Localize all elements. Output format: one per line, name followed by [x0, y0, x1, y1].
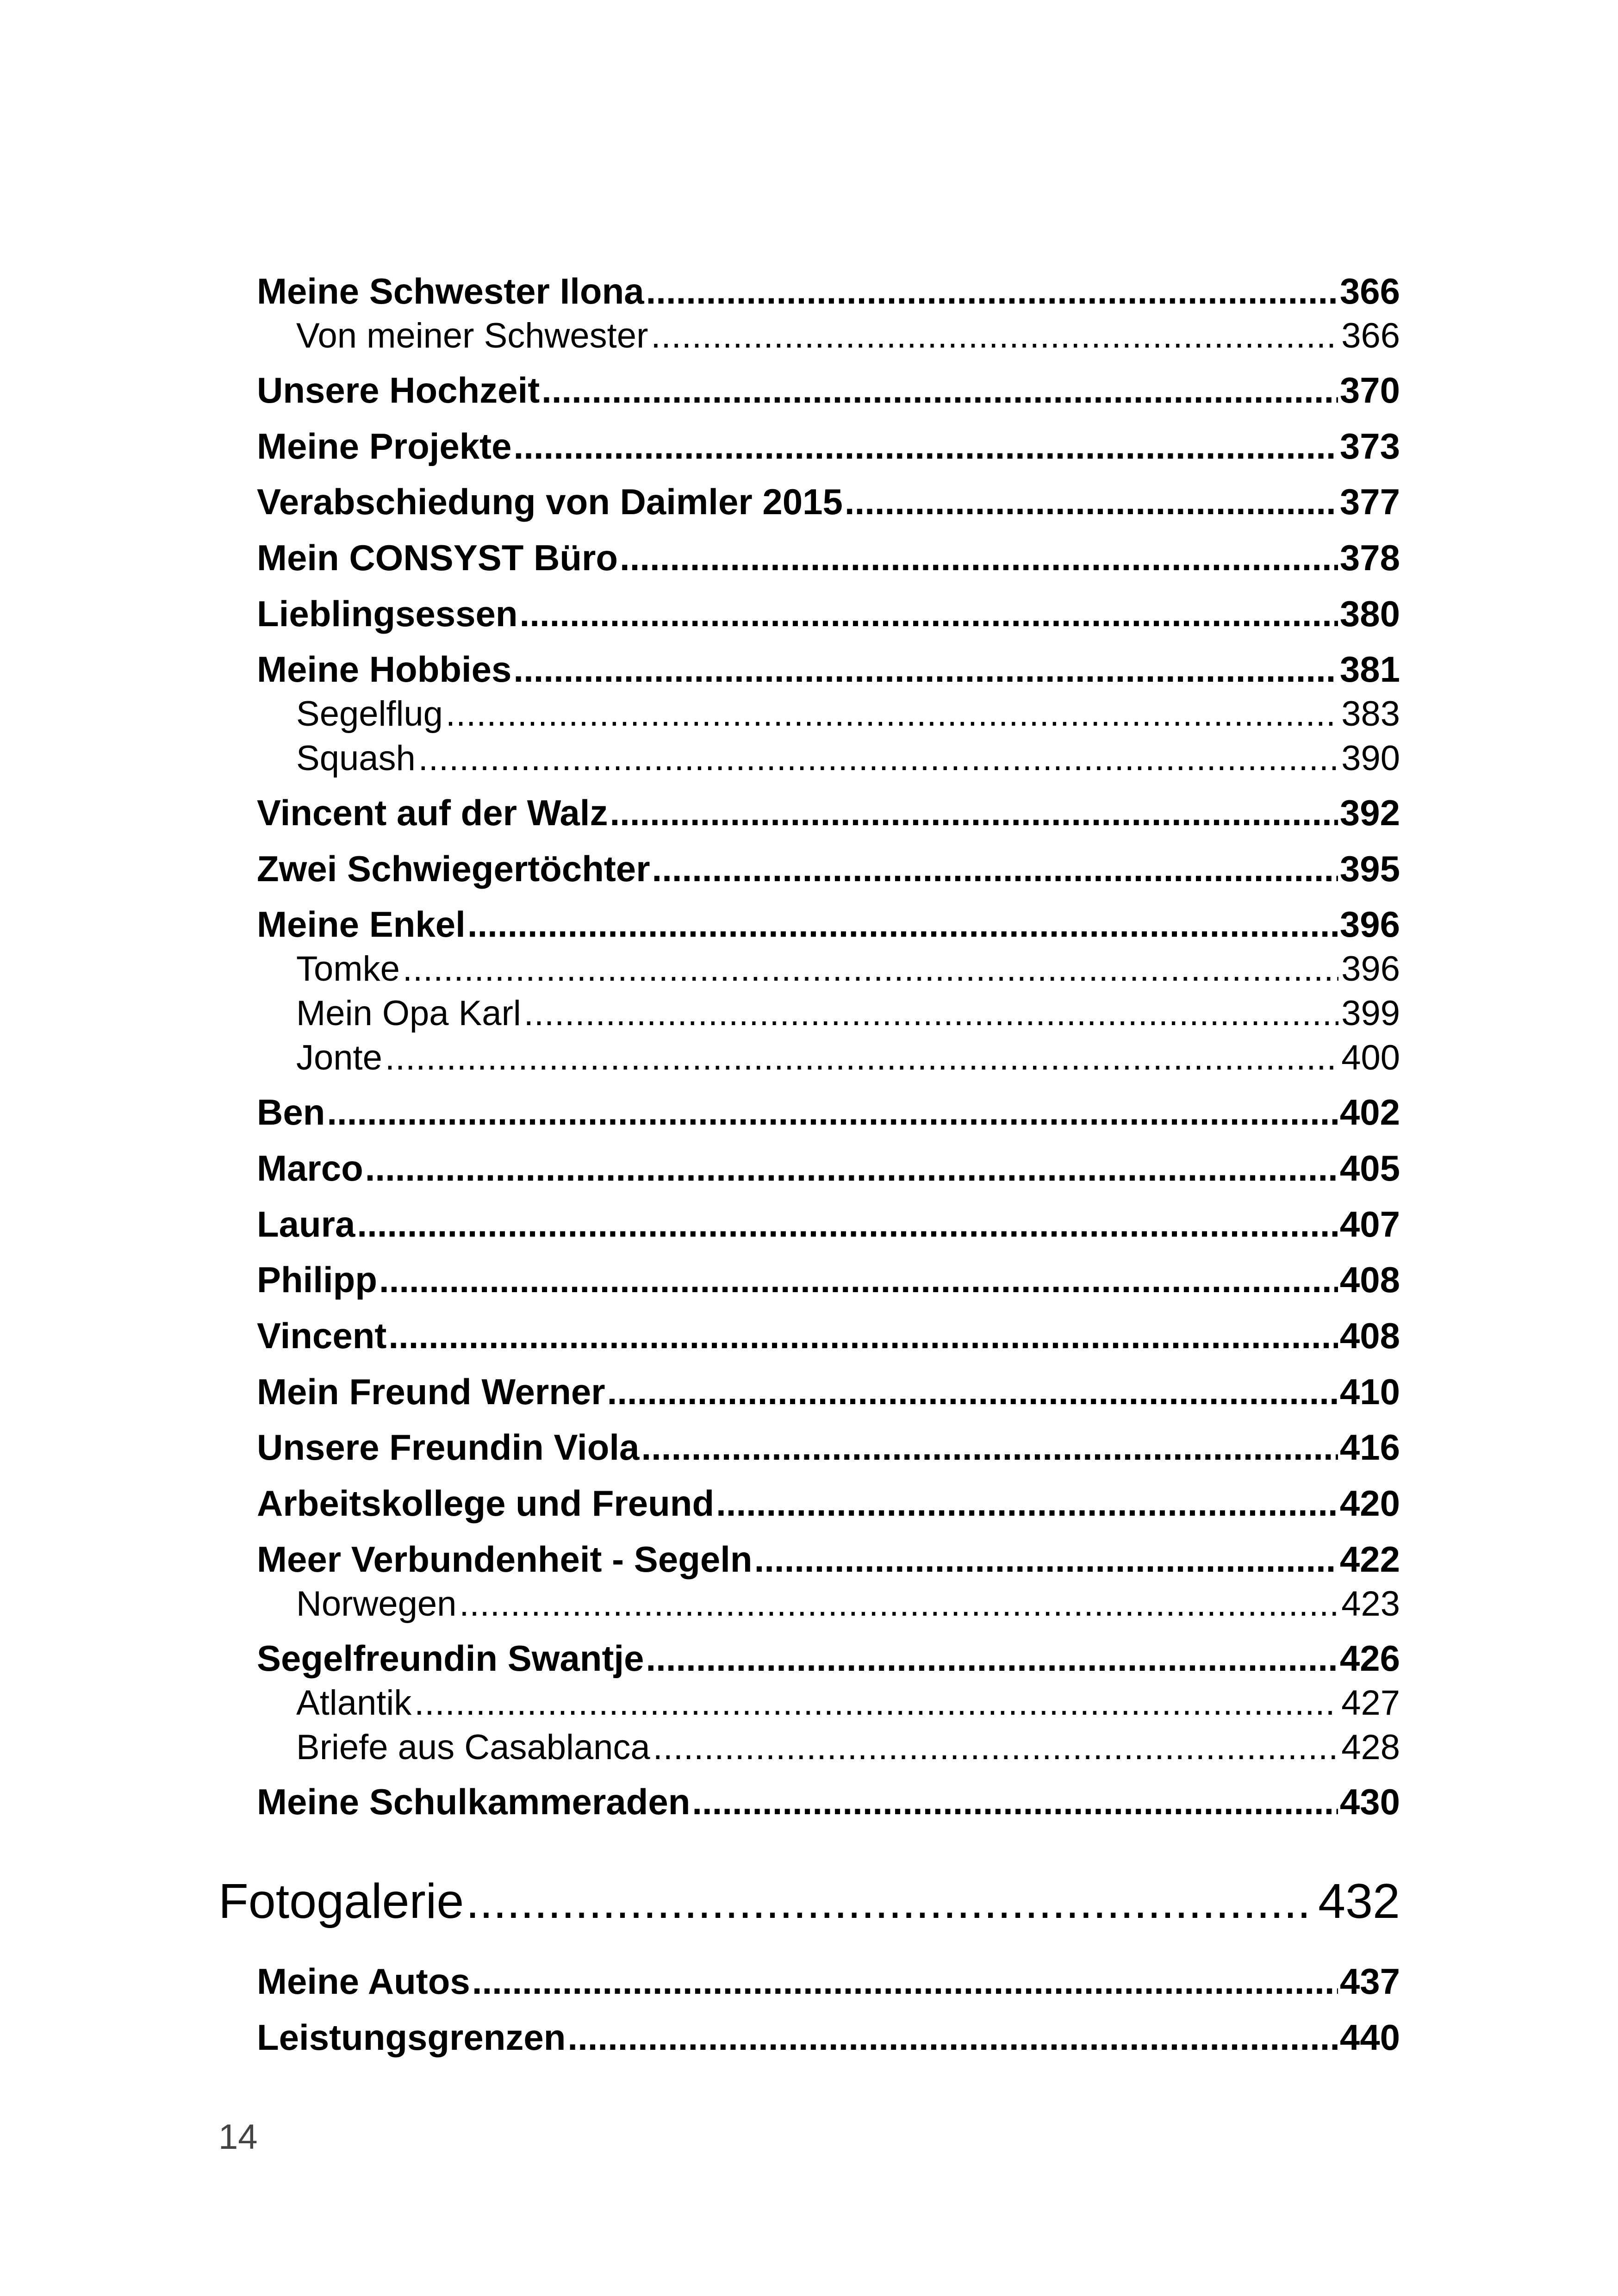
- toc-entry-page: 378: [1339, 537, 1400, 578]
- toc-entry: [296, 694, 1400, 734]
- toc-dot-leader: [467, 906, 1338, 942]
- toc-entry-title: Atlantik: [296, 1683, 412, 1723]
- toc-entry-page: 380: [1339, 593, 1400, 634]
- toc-entry-title: Verabschiedung von Daimler 2015: [257, 481, 843, 522]
- toc-entry-title: Meine Autos: [257, 1961, 470, 2002]
- toc-entry-title: Laura: [257, 1204, 355, 1244]
- toc-entry: [296, 1730, 1400, 1765]
- toc-entry-title: Segelflug: [296, 694, 443, 734]
- toc-entry: [257, 1150, 1400, 1186]
- toc-entry: [296, 741, 1400, 776]
- toc-entry-title: Philipp: [257, 1259, 377, 1300]
- toc-entry-title: Mein Freund Werner: [257, 1371, 605, 1412]
- toc-entry: [257, 1539, 1400, 1580]
- toc-entry: [257, 1315, 1400, 1356]
- toc-entry: [257, 1638, 1400, 1679]
- toc-entry-title: Marco: [257, 1148, 363, 1188]
- toc-entry-page: 373: [1339, 426, 1400, 467]
- toc-dot-leader: [327, 1094, 1338, 1130]
- toc-entry: [257, 848, 1400, 889]
- toc-entry-page: 437: [1339, 1961, 1400, 2002]
- toc-dot-leader: [524, 996, 1338, 1031]
- toc-entry-page: 428: [1341, 1728, 1400, 1767]
- toc-entry-title: Segelfreundin Swantje: [257, 1638, 644, 1679]
- toc-entry-page: 370: [1339, 370, 1400, 411]
- toc-dot-leader: [692, 1784, 1338, 1820]
- toc-entry-title: Mein Opa Karl: [296, 994, 521, 1033]
- toc-dot-leader: [388, 1318, 1338, 1354]
- toc-entry: [257, 1427, 1400, 1468]
- toc-entry: [296, 318, 1400, 354]
- toc-entry: [257, 1206, 1400, 1242]
- toc-entry-page: 407: [1339, 1204, 1400, 1244]
- toc-dot-leader: [620, 540, 1338, 576]
- toc-entry: [257, 1259, 1400, 1300]
- toc-entry: [257, 426, 1400, 467]
- toc-entry: [257, 1961, 1400, 2002]
- toc-entry-page: 392: [1339, 792, 1400, 833]
- toc-entry-title: Tomke: [296, 949, 400, 989]
- toc-dot-leader: [652, 851, 1338, 887]
- toc-entry-page: 410: [1339, 1371, 1400, 1412]
- toc-entry-title: Meine Schulkammeraden: [257, 1781, 691, 1822]
- toc-entry: [257, 537, 1400, 578]
- toc-entry-title: Zwei Schwiegertöchter: [257, 848, 650, 889]
- toc-entry-title: Leistungsgrenzen: [257, 2017, 566, 2058]
- toc-entry-page: 399: [1341, 994, 1400, 1033]
- toc-entry: [257, 273, 1400, 309]
- toc-entry-page: 426: [1339, 1638, 1400, 1679]
- toc-entry-page: 422: [1339, 1539, 1400, 1580]
- toc-entry: [296, 949, 1400, 989]
- toc-entry-title: Unsere Freundin Viola: [257, 1427, 640, 1468]
- toc-entry-page: 405: [1339, 1148, 1400, 1188]
- toc-dot-leader: [403, 952, 1338, 987]
- toc-entry-title: Vincent: [257, 1315, 387, 1356]
- toc-entry-title: Meine Schwester Ilona: [257, 271, 644, 311]
- toc-dot-leader: [365, 1150, 1338, 1186]
- toc-entry-page: 408: [1339, 1315, 1400, 1356]
- toc-entry-title: Mein CONSYST Büro: [257, 537, 618, 578]
- toc-entry: [257, 792, 1400, 833]
- toc-dot-leader: [651, 318, 1338, 354]
- toc-entry-page: 420: [1339, 1483, 1400, 1524]
- toc-dot-leader: [513, 651, 1338, 687]
- toc-chapter-entry: [218, 1874, 1400, 1929]
- toc-entry-page: 366: [1341, 316, 1400, 355]
- toc-entry: [257, 593, 1400, 634]
- toc-entry: [257, 1371, 1400, 1412]
- toc-entry-title: Norwegen: [296, 1584, 457, 1624]
- toc-entry: [296, 996, 1400, 1031]
- toc-entry: [296, 1040, 1400, 1076]
- toc-entry-title: Von meiner Schwester: [296, 316, 648, 355]
- toc-dot-leader: [459, 1587, 1338, 1622]
- toc-dot-leader: [607, 1374, 1338, 1410]
- toc-entry: [296, 1683, 1400, 1723]
- toc-entry: [257, 1483, 1400, 1524]
- toc-chapter-page: 432: [1318, 1874, 1400, 1929]
- toc-entry-page: 430: [1339, 1781, 1400, 1822]
- toc-entry-page: 390: [1341, 739, 1400, 778]
- toc-entry-page: 400: [1341, 1038, 1400, 1077]
- toc-dot-leader: [418, 741, 1338, 776]
- toc-entry-page: 402: [1339, 1092, 1400, 1132]
- toc-dot-leader: [472, 1963, 1338, 1999]
- toc-dot-leader: [754, 1541, 1338, 1577]
- toc-dot-leader: [641, 1429, 1338, 1465]
- toc-entry-page: 366: [1339, 271, 1400, 311]
- toc-entry-title: Ben: [257, 1092, 325, 1132]
- toc-entry: [257, 1094, 1400, 1130]
- toc-entry-page: 423: [1341, 1584, 1400, 1624]
- toc-chapter-title: Fotogalerie: [218, 1874, 464, 1929]
- toc-entry-page: 383: [1341, 694, 1400, 734]
- toc-dot-leader: [646, 1640, 1338, 1676]
- toc-dot-leader: [446, 697, 1338, 732]
- toc-entry-title: Meer Verbundenheit - Segeln: [257, 1539, 753, 1580]
- toc-dot-leader: [357, 1206, 1338, 1242]
- toc-entry: [257, 370, 1400, 411]
- toc-dot-leader: [567, 2019, 1338, 2055]
- toc-entry-title: Meine Projekte: [257, 426, 512, 467]
- toc-dot-leader: [610, 795, 1338, 831]
- toc-entry-title: Squash: [296, 739, 416, 778]
- toc-dot-leader: [514, 428, 1338, 464]
- toc-entry: [257, 649, 1400, 690]
- toc-entry-page: 416: [1339, 1427, 1400, 1468]
- toc-entry-page: 396: [1341, 949, 1400, 989]
- toc-dot-leader: [653, 1730, 1339, 1765]
- page-number: 14: [218, 2117, 258, 2157]
- toc-entry-title: Meine Enkel: [257, 904, 466, 945]
- toc-dot-leader: [716, 1485, 1338, 1521]
- toc-entry-title: Arbeitskollege und Freund: [257, 1483, 715, 1524]
- toc-dot-leader: [520, 596, 1338, 632]
- toc-dot-leader: [414, 1686, 1338, 1721]
- toc-entry-page: 396: [1339, 904, 1400, 945]
- toc-entry-page: 427: [1341, 1683, 1400, 1723]
- toc-dot-leader: [646, 273, 1338, 309]
- toc-dot-leader: [541, 372, 1338, 408]
- toc-entry-title: Lieblingsessen: [257, 593, 518, 634]
- toc-dot-leader: [379, 1262, 1338, 1298]
- toc-dot-leader: [385, 1040, 1338, 1076]
- toc-entry: [257, 2017, 1400, 2058]
- toc-entry-title: Meine Hobbies: [257, 649, 512, 690]
- toc-entry-page: 440: [1339, 2017, 1400, 2058]
- toc-dot-leader: [845, 484, 1338, 520]
- toc-entry: [257, 904, 1400, 945]
- toc-entry-title: Briefe aus Casablanca: [296, 1728, 650, 1767]
- toc-entry-title: Vincent auf der Walz: [257, 792, 608, 833]
- toc-entry-page: 408: [1339, 1259, 1400, 1300]
- toc-entry: [296, 1584, 1400, 1624]
- toc-entry-page: 395: [1339, 848, 1400, 889]
- toc-entry: [257, 481, 1400, 522]
- toc-entry-title: Unsere Hochzeit: [257, 370, 540, 411]
- toc-entry: [257, 1781, 1400, 1822]
- toc-entry-page: 381: [1339, 649, 1400, 690]
- toc-dot-leader: [466, 1877, 1313, 1926]
- toc-entry-title: Jonte: [296, 1038, 382, 1077]
- toc-entry-page: 377: [1339, 481, 1400, 522]
